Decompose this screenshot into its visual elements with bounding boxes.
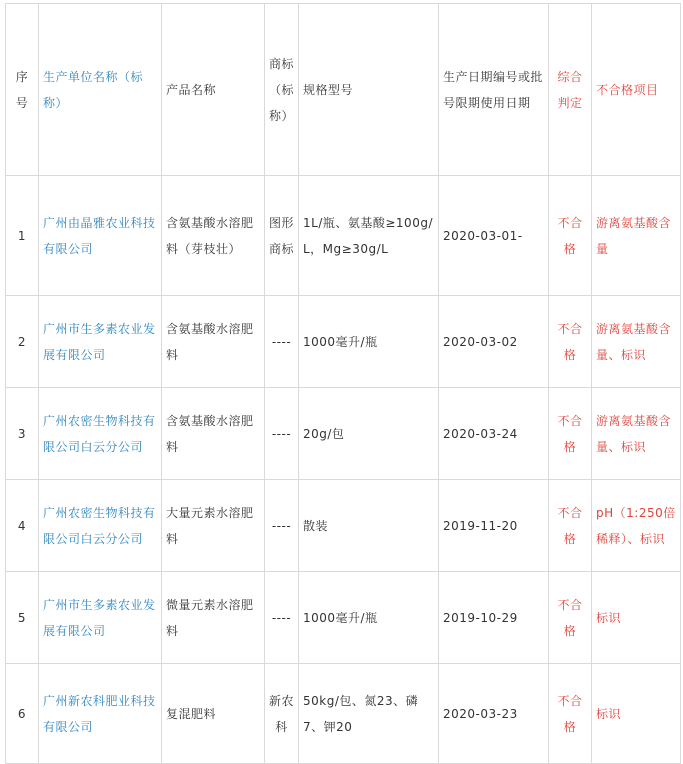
row-no: 5 [6, 572, 39, 664]
row-date: 2020-03-24 [439, 388, 549, 480]
row-items: 标识 [592, 572, 681, 664]
header-product: 产品名称 [162, 4, 265, 176]
row-company: 广州新农科肥业科技有限公司 [39, 664, 162, 764]
row-trademark: ---- [265, 572, 299, 664]
header-row [6, 4, 681, 176]
row-date: 2020-03-01- [439, 176, 549, 296]
table-row [6, 176, 681, 296]
header-verdict: 综合判定 [549, 4, 592, 176]
row-company: 广州农密生物科技有限公司白云分公司 [39, 480, 162, 572]
row-date: 2019-10-29 [439, 572, 549, 664]
row-no: 6 [6, 664, 39, 764]
row-trademark: 图形商标 [265, 176, 299, 296]
row-date: 2020-03-23 [439, 664, 549, 764]
row-items: pH（1:250倍稀释）、标识 [592, 480, 681, 572]
row-verdict: 不合格 [549, 480, 592, 572]
header-no [6, 4, 39, 176]
row-product: 含氨基酸水溶肥料（芽枝壮） [162, 176, 265, 296]
row-spec: 20g/包 [299, 388, 439, 480]
row-no: 2 [6, 296, 39, 388]
row-trademark: ---- [265, 388, 299, 480]
row-trademark: ---- [265, 296, 299, 388]
table-row [6, 388, 681, 480]
row-product: 微量元素水溶肥料 [162, 572, 265, 664]
row-company: 广州由晶雅农业科技有限公司 [39, 176, 162, 296]
row-product: 复混肥料 [162, 664, 265, 764]
row-verdict: 不合格 [549, 388, 592, 480]
row-no: 3 [6, 388, 39, 480]
table-row [6, 572, 681, 664]
row-spec: 1L/瓶、氨基酸≥100g/L，Mg≥30g/L [299, 176, 439, 296]
row-items: 游离氨基酸含量、标识 [592, 296, 681, 388]
row-verdict: 不合格 [549, 296, 592, 388]
row-spec: 1000毫升/瓶 [299, 572, 439, 664]
row-date: 2020-03-02 [439, 296, 549, 388]
row-company: 广州市生多素农业发展有限公司 [39, 572, 162, 664]
row-items: 游离氨基酸含量 [592, 176, 681, 296]
table-row [6, 296, 681, 388]
nonconforming-products-table [5, 3, 681, 764]
row-trademark: ---- [265, 480, 299, 572]
header-no-text: 序号 [15, 69, 29, 110]
row-verdict: 不合格 [549, 664, 592, 764]
table-row [6, 480, 681, 572]
row-company: 广州农密生物科技有限公司白云分公司 [39, 388, 162, 480]
header-items: 不合格项目 [592, 4, 681, 176]
row-product: 含氨基酸水溶肥料 [162, 388, 265, 480]
row-product: 含氨基酸水溶肥料 [162, 296, 265, 388]
row-trademark: 新农科 [265, 664, 299, 764]
header-date: 生产日期编号或批号限期使用日期 [439, 4, 549, 176]
header-spec: 规格型号 [299, 4, 439, 176]
table-row [6, 664, 681, 764]
row-no: 4 [6, 480, 39, 572]
row-company: 广州市生多素农业发展有限公司 [39, 296, 162, 388]
row-no: 1 [6, 176, 39, 296]
row-spec: 1000毫升/瓶 [299, 296, 439, 388]
header-company: 生产单位名称（标称） [39, 4, 162, 176]
row-items: 标识 [592, 664, 681, 764]
row-spec: 50kg/包、氮23、磷7、钾20 [299, 664, 439, 764]
row-verdict: 不合格 [549, 176, 592, 296]
row-items: 游离氨基酸含量、标识 [592, 388, 681, 480]
row-product: 大量元素水溶肥料 [162, 480, 265, 572]
row-verdict: 不合格 [549, 572, 592, 664]
header-trademark: 商标（标称） [265, 4, 299, 176]
row-date: 2019-11-20 [439, 480, 549, 572]
row-spec: 散装 [299, 480, 439, 572]
